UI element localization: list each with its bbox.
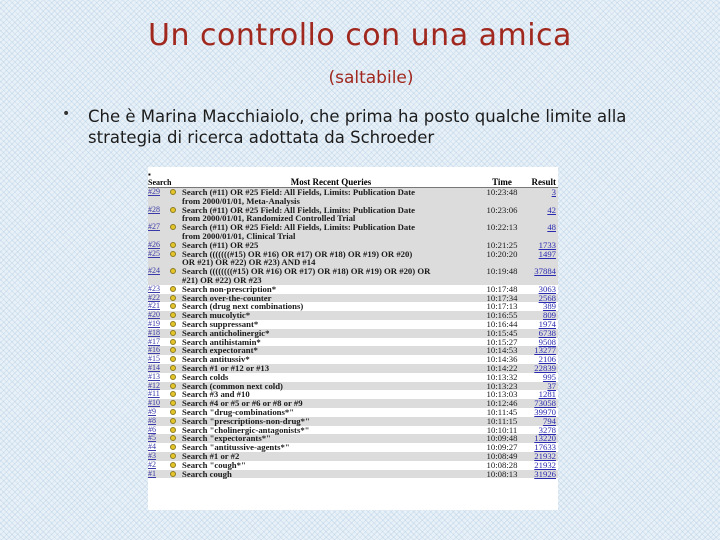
query-number-link[interactable]: #27 bbox=[148, 222, 160, 232]
query-time: 10:08:13 bbox=[486, 468, 518, 479]
query-number-link[interactable]: #24 bbox=[148, 266, 160, 276]
history-row bbox=[148, 223, 558, 241]
result-count-link[interactable]: 13277 bbox=[534, 345, 556, 356]
result-count-link[interactable]: 1974 bbox=[538, 318, 556, 329]
query-number-link[interactable]: #3 bbox=[148, 450, 156, 460]
query-text: Search "cholinergic-antagonists*" bbox=[182, 424, 310, 435]
slide-subtitle: (saltabile) bbox=[328, 68, 414, 88]
result-count-link[interactable]: 37884 bbox=[534, 266, 556, 277]
query-text: Search colds bbox=[182, 371, 229, 382]
header-time: Time bbox=[492, 177, 512, 187]
query-text: Search suppressant* bbox=[182, 318, 259, 329]
query-time: 10:21:25 bbox=[486, 239, 518, 250]
query-time: 10:14:22 bbox=[486, 362, 518, 373]
search-details-icon[interactable] bbox=[168, 373, 182, 382]
query-number-link[interactable]: #2 bbox=[148, 459, 156, 469]
query-number-link[interactable]: #6 bbox=[148, 424, 156, 434]
result-count-link[interactable]: 39970 bbox=[534, 406, 556, 417]
result-count-link[interactable]: 809 bbox=[542, 310, 556, 321]
search-details-icon[interactable] bbox=[168, 346, 182, 355]
query-time: 10:14:53 bbox=[486, 345, 518, 356]
query-time: 10:17:34 bbox=[486, 292, 518, 303]
result-count-link[interactable]: 13220 bbox=[534, 433, 556, 444]
result-count-link[interactable]: 42 bbox=[547, 204, 556, 215]
details-dot-icon bbox=[170, 453, 176, 459]
search-details-icon[interactable] bbox=[168, 408, 182, 417]
search-details-icon[interactable] bbox=[168, 443, 182, 452]
result-count-link[interactable]: 995 bbox=[542, 371, 556, 382]
history-header bbox=[148, 167, 558, 188]
search-details-icon[interactable] bbox=[168, 364, 182, 373]
details-dot-icon bbox=[170, 347, 176, 353]
details-dot-icon bbox=[170, 303, 176, 309]
details-dot-icon bbox=[170, 330, 176, 336]
query-time: 10:17:13 bbox=[486, 301, 518, 312]
details-dot-icon bbox=[170, 295, 176, 301]
result-count-link[interactable]: 31926 bbox=[534, 468, 556, 479]
query-number-link[interactable]: #4 bbox=[148, 442, 156, 452]
details-dot-icon bbox=[170, 251, 176, 257]
query-number-link[interactable]: #18 bbox=[148, 327, 160, 337]
query-number-link[interactable]: #12 bbox=[148, 380, 160, 390]
query-text: Search #1 or #12 or #13 bbox=[182, 362, 270, 373]
query-number-link[interactable]: #8 bbox=[148, 415, 156, 425]
bullet-text: Che è Marina Macchiaiolo, che prima ha posto qualche limite alla strategia di ricerca adottata da Schroeder bbox=[88, 107, 627, 147]
query-time: 10:13:32 bbox=[486, 371, 518, 382]
header-result: Result bbox=[531, 177, 556, 187]
query-text: Search #3 and #10 bbox=[182, 389, 250, 400]
query-text: Search (#11) OR #25 Field: All Fields, Limits: Publication Date from 2000/01/01, Randomized Controlled Trial bbox=[182, 204, 415, 224]
result-count-link[interactable]: 2106 bbox=[538, 354, 556, 365]
query-time: 10:14:36 bbox=[486, 354, 518, 365]
query-text: Search expectorant* bbox=[182, 345, 258, 356]
query-number-link[interactable]: #16 bbox=[148, 345, 160, 355]
details-dot-icon bbox=[170, 268, 176, 274]
search-details-icon[interactable] bbox=[168, 267, 182, 285]
history-rows bbox=[148, 188, 558, 478]
query-number-link[interactable]: #14 bbox=[148, 362, 160, 372]
search-details-icon[interactable] bbox=[168, 188, 182, 206]
details-dot-icon bbox=[170, 374, 176, 380]
header-queries: Most Recent Queries bbox=[290, 177, 372, 187]
query-time: 10:16:55 bbox=[486, 310, 518, 321]
details-dot-icon bbox=[170, 383, 176, 389]
result-count-link[interactable]: 48 bbox=[547, 222, 556, 233]
query-text: Search "cough*" bbox=[182, 459, 246, 470]
result-count-link[interactable]: 389 bbox=[542, 301, 556, 312]
query-number-link[interactable]: #11 bbox=[148, 389, 160, 399]
details-dot-icon bbox=[170, 435, 176, 441]
search-details-icon[interactable] bbox=[168, 241, 182, 250]
query-text: Search antitussiv* bbox=[182, 354, 250, 365]
query-number-link[interactable]: #22 bbox=[148, 292, 160, 302]
result-count-link[interactable]: 6738 bbox=[538, 327, 556, 338]
query-text: Search (common next cold) bbox=[182, 380, 283, 391]
query-text: Search (#11) OR #25 Field: All Fields, Limits: Publication Date from 2000/01/01, Meta-Analysis bbox=[182, 187, 415, 206]
search-details-icon[interactable] bbox=[168, 382, 182, 391]
details-dot-icon bbox=[170, 427, 176, 433]
query-time: 10:11:45 bbox=[486, 406, 518, 417]
query-number-link[interactable]: #15 bbox=[148, 354, 160, 364]
query-time: 10:13:03 bbox=[486, 389, 518, 400]
query-time: 10:09:27 bbox=[486, 442, 518, 453]
search-details-icon[interactable] bbox=[168, 399, 182, 408]
query-time: 10:15:45 bbox=[486, 327, 518, 338]
search-details-icon[interactable] bbox=[168, 285, 182, 294]
slide-title: Un controllo con una amica bbox=[148, 18, 572, 53]
query-time: 10:19:48 bbox=[486, 266, 518, 277]
search-details-icon[interactable] bbox=[168, 470, 182, 479]
details-dot-icon bbox=[170, 462, 176, 468]
search-history-screenshot bbox=[148, 167, 558, 510]
query-number-link[interactable]: #19 bbox=[148, 318, 160, 328]
result-count-link[interactable]: 37 bbox=[547, 380, 556, 391]
search-details-icon[interactable] bbox=[168, 426, 182, 435]
result-count-link[interactable]: 21932 bbox=[534, 450, 556, 461]
history-row bbox=[148, 250, 558, 268]
result-count-link[interactable]: 17633 bbox=[534, 442, 556, 453]
search-details-icon[interactable] bbox=[168, 329, 182, 338]
result-count-link[interactable]: 2568 bbox=[538, 292, 556, 303]
search-details-icon[interactable] bbox=[168, 206, 182, 224]
query-time: 10:09:48 bbox=[486, 433, 518, 444]
details-dot-icon bbox=[170, 189, 176, 195]
query-time: 10:17:48 bbox=[486, 283, 518, 294]
result-count-link[interactable]: 9508 bbox=[538, 336, 556, 347]
result-count-link[interactable]: 1497 bbox=[538, 248, 556, 259]
query-text: Search "expectorants*" bbox=[182, 433, 271, 444]
search-details-icon[interactable] bbox=[168, 355, 182, 364]
result-count-link[interactable]: 3063 bbox=[538, 283, 556, 294]
query-text: Search "drug-combinations*" bbox=[182, 406, 295, 417]
header-search: ▪ Search bbox=[148, 170, 172, 187]
history-row bbox=[148, 267, 558, 285]
result-count-link[interactable]: 1733 bbox=[538, 239, 556, 250]
details-dot-icon bbox=[170, 312, 176, 318]
query-number-link[interactable]: #13 bbox=[148, 371, 160, 381]
query-text: Search non-prescription* bbox=[182, 283, 277, 294]
search-details-icon[interactable] bbox=[168, 338, 182, 347]
search-details-icon[interactable] bbox=[168, 452, 182, 461]
history-row bbox=[148, 206, 558, 224]
query-time: 10:20:20 bbox=[486, 248, 518, 259]
query-text: Search "prescriptions-non-drug*" bbox=[182, 415, 310, 426]
result-count-link[interactable]: 22839 bbox=[534, 362, 556, 373]
query-time: 10:16:44 bbox=[486, 318, 518, 329]
search-details-icon[interactable] bbox=[168, 461, 182, 470]
query-text: Search (((((((#15) OR #16) OR #17) OR #18) OR #19) OR #20) OR #21) OR #22) OR #23) AND #14 bbox=[182, 248, 413, 268]
query-text: Search antihistamin* bbox=[182, 336, 261, 347]
details-dot-icon bbox=[170, 471, 176, 477]
query-time: 10:12:46 bbox=[486, 398, 518, 409]
query-text: Search mucolytic* bbox=[182, 310, 251, 321]
search-details-icon[interactable] bbox=[168, 223, 182, 241]
query-text: Search (#11) OR #25 bbox=[182, 239, 259, 250]
query-time: 10:13:23 bbox=[486, 380, 518, 391]
search-details-icon[interactable] bbox=[168, 434, 182, 443]
query-number-link[interactable]: #20 bbox=[148, 310, 160, 320]
history-row bbox=[148, 470, 558, 479]
query-number-link[interactable]: #29 bbox=[148, 187, 160, 196]
query-number-link[interactable]: #28 bbox=[148, 204, 160, 214]
query-time: 10:10:11 bbox=[486, 424, 518, 435]
search-details-icon[interactable] bbox=[168, 294, 182, 303]
query-number-link[interactable]: #9 bbox=[148, 406, 156, 416]
query-text: Search (drug next combinations) bbox=[182, 301, 304, 312]
query-time: 10:23:06 bbox=[486, 204, 518, 215]
details-dot-icon bbox=[170, 418, 176, 424]
details-dot-icon bbox=[170, 365, 176, 371]
details-dot-icon bbox=[170, 286, 176, 292]
details-dot-icon bbox=[170, 242, 176, 248]
bullet-marker: • bbox=[62, 106, 71, 122]
query-text: Search #1 or #2 bbox=[182, 450, 240, 461]
details-dot-icon bbox=[170, 444, 176, 450]
query-time: 10:08:49 bbox=[486, 450, 518, 461]
query-number-link[interactable]: #5 bbox=[148, 433, 156, 443]
details-dot-icon bbox=[170, 207, 176, 213]
result-count-link[interactable]: 73058 bbox=[534, 398, 556, 409]
query-text: Search cough bbox=[182, 468, 232, 479]
details-dot-icon bbox=[170, 409, 176, 415]
search-details-icon[interactable] bbox=[168, 320, 182, 329]
search-details-icon[interactable] bbox=[168, 311, 182, 320]
query-number-link[interactable]: #25 bbox=[148, 248, 160, 258]
query-time: 10:11:15 bbox=[486, 415, 518, 426]
details-dot-icon bbox=[170, 224, 176, 230]
query-number-link[interactable]: #23 bbox=[148, 283, 160, 293]
result-count-link[interactable]: 3 bbox=[551, 187, 556, 197]
result-count-link[interactable]: 21932 bbox=[534, 459, 556, 470]
details-dot-icon bbox=[170, 321, 176, 327]
details-dot-icon bbox=[170, 400, 176, 406]
query-time: 10:08:28 bbox=[486, 459, 518, 470]
query-number-link[interactable]: #10 bbox=[148, 398, 160, 408]
result-count-link[interactable]: 3278 bbox=[538, 424, 556, 435]
query-number-link[interactable]: #1 bbox=[148, 468, 156, 478]
search-details-icon[interactable] bbox=[168, 417, 182, 426]
history-row bbox=[148, 188, 558, 206]
query-text: Search (#11) OR #25 Field: All Fields, Limits: Publication Date from 2000/01/01, Clinical Trial bbox=[182, 222, 415, 241]
query-number-link[interactable]: #21 bbox=[148, 301, 160, 311]
search-details-icon[interactable] bbox=[168, 302, 182, 311]
query-text: Search #4 or #5 or #6 or #8 or #9 bbox=[182, 398, 303, 409]
query-text: Search ((((((((#15) OR #16) OR #17) OR #18) OR #19) OR #20) OR #21) OR #22) OR #23 bbox=[182, 266, 431, 285]
result-count-link[interactable]: 794 bbox=[542, 415, 556, 426]
query-text: Search "antitussive-agents*" bbox=[182, 442, 290, 453]
details-dot-icon bbox=[170, 339, 176, 345]
details-dot-icon bbox=[170, 356, 176, 362]
query-number-link[interactable]: #26 bbox=[148, 239, 160, 249]
search-details-icon[interactable] bbox=[168, 250, 182, 268]
query-time: 10:15:27 bbox=[486, 336, 518, 347]
query-text: Search anticholinergic* bbox=[182, 327, 270, 338]
result-count-link[interactable]: 1281 bbox=[538, 389, 556, 400]
query-time: 10:22:13 bbox=[486, 222, 518, 233]
query-text: Search over-the-counter bbox=[182, 292, 272, 303]
query-time: 10:23:48 bbox=[486, 187, 518, 197]
search-details-icon[interactable] bbox=[168, 390, 182, 399]
details-dot-icon bbox=[170, 391, 176, 397]
query-number-link[interactable]: #17 bbox=[148, 336, 160, 346]
